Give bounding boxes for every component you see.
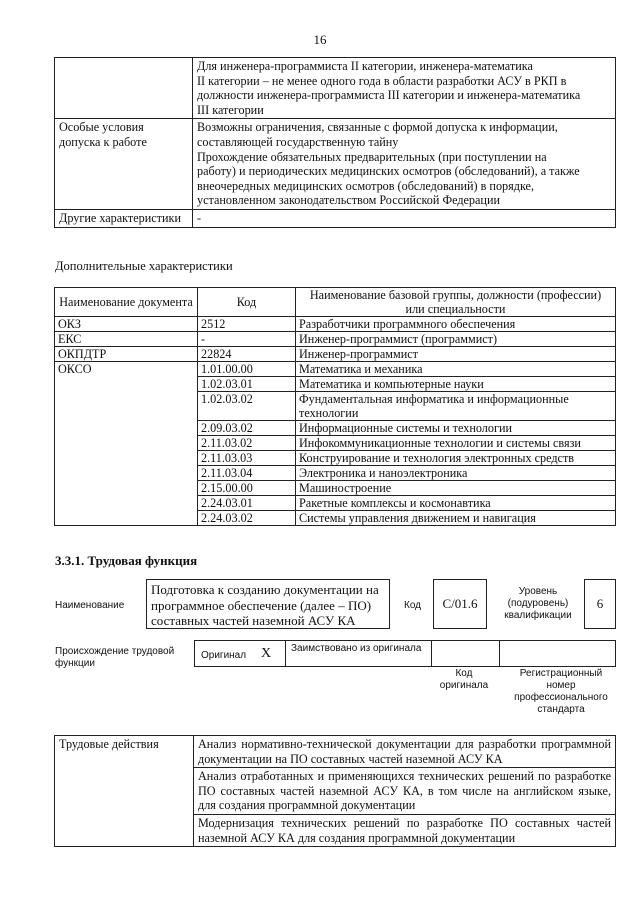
cell-name: Машиностроение — [296, 481, 616, 496]
function-code-box — [433, 579, 487, 629]
row-label: Особые условия допуска к работе — [55, 119, 193, 210]
text-line: составляющей государственную тайну — [197, 134, 399, 149]
divider — [431, 641, 432, 666]
page-number: 16 — [313, 32, 327, 47]
labor-action-item: Анализ нормативно-технической документации для разработки программной документации на ПО составных частей наземной АСУ КА — [194, 736, 616, 768]
cell-code: 2.11.03.02 — [198, 436, 296, 451]
labor-actions-label: Трудовые действия — [55, 736, 194, 847]
cell-name: Математика и механика — [296, 362, 616, 377]
cell-name: Информационные системы и технологии — [296, 421, 616, 436]
classifier-table — [54, 287, 616, 526]
table-row — [55, 317, 616, 332]
cell-document: ОКЗ — [55, 317, 198, 332]
cell-code: - — [198, 332, 296, 347]
text-line: Прохождение обязательных предварительных (при поступлении на — [197, 149, 547, 164]
cell-code: 2.24.03.02 — [198, 511, 296, 526]
function-name-value: Подготовка к созданию документации на программное обеспечение (далее – ПО) составных частей наземной АСУ КА — [151, 582, 379, 628]
function-code-value: C/01.6 — [442, 596, 478, 611]
cell-code: 2.15.00.00 — [198, 481, 296, 496]
code-label: Код — [404, 600, 422, 611]
text-line: установленном законодательством Российской Федерации — [197, 193, 501, 208]
function-name-box — [146, 579, 390, 629]
labor-action-item: Модернизация технических решений по разработке ПО составных частей наземной АСУ КА для создания программной документации — [194, 814, 616, 846]
cell-name: Инженер-программист — [296, 347, 616, 362]
cell-code: 2.09.03.02 — [198, 421, 296, 436]
level-value: 6 — [596, 596, 604, 611]
text-line: II категории – не менее одного года в области разработки АСУ в РКП в — [197, 73, 567, 88]
cell-name: Инженер-программист (программист) — [296, 332, 616, 347]
cell-name: Разработчики программного обеспечения — [296, 317, 616, 332]
row-label — [55, 58, 193, 119]
text-line: Возможны ограничения, связанные с формой допуска к информации, — [197, 120, 558, 135]
reg-number-label: Регистрационный номер профессионального стандарта — [514, 668, 608, 715]
cell-name: Электроника и наноэлектроника — [296, 466, 616, 481]
table-header-row — [55, 288, 616, 317]
level-box — [584, 579, 616, 629]
cell-code: 1.02.03.01 — [198, 377, 296, 392]
row-value — [193, 209, 616, 227]
table-row — [55, 209, 616, 227]
cell-code: 2.11.03.04 — [198, 466, 296, 481]
cell-name: Инфокоммуникационные технологии и системы связи — [296, 436, 616, 451]
divider — [499, 641, 500, 666]
cell-name: Математика и компьютерные науки — [296, 377, 616, 392]
origin-row — [194, 640, 616, 667]
borrowed-label: Заимствовано из оригинала — [291, 643, 422, 654]
cell-name: Фундаментальная информатика и информационные технологии — [296, 392, 616, 421]
cell-code: 22824 — [198, 347, 296, 362]
text-line: должности инженера-программиста III категории и инженера-математика — [197, 88, 581, 103]
divider — [285, 641, 286, 666]
cell-document: ОКПДТР — [55, 347, 198, 362]
cell-name: Ракетные комплексы и космонавтика — [296, 496, 616, 511]
text-line: III категории — [197, 102, 264, 117]
origin-label: Происхождение трудовой функции — [55, 646, 175, 669]
cell-code: 1.02.03.02 — [198, 392, 296, 421]
name-label: Наименование — [55, 600, 125, 611]
text-line: работу) и периодических медицинских осмотров (обследований), а также — [197, 164, 580, 179]
text-line: - — [197, 210, 202, 225]
requirements-table — [54, 57, 616, 228]
labor-function-heading: 3.3.1. Трудовая функция — [55, 553, 198, 568]
row-value — [193, 119, 616, 210]
cell-document: ОКСО — [55, 362, 198, 526]
table-row — [55, 736, 616, 768]
cell-document: ЕКС — [55, 332, 198, 347]
original-label: Оригинал — [201, 650, 247, 661]
code-original-label: Код оригинала — [439, 668, 489, 691]
cell-code: 2.11.03.03 — [198, 451, 296, 466]
cell-name: Конструирование и технология электронных средств — [296, 451, 616, 466]
table-row — [55, 362, 616, 377]
column-header-document: Наименование документа — [55, 288, 198, 317]
additional-characteristics-title: Дополнительные характеристики — [55, 259, 233, 273]
row-value — [193, 58, 616, 119]
labor-actions-table — [54, 735, 616, 847]
cell-name: Системы управления движением и навигация — [296, 511, 616, 526]
table-row — [55, 347, 616, 362]
cell-code: 2.24.03.01 — [198, 496, 296, 511]
labor-action-item: Анализ отработанных и применяющихся технических решений по разработке ПО составных частей наземной АСУ КА, в том числе на английском языке, для создания программной документации — [194, 768, 616, 815]
cell-code: 2512 — [198, 317, 296, 332]
original-mark: X — [261, 646, 272, 661]
cell-code: 1.01.00.00 — [198, 362, 296, 377]
table-row — [55, 58, 616, 119]
text-line: Для инженера-программиста II категории, инженера-математика — [197, 59, 533, 73]
level-label: Уровень (подуровень) квалификации — [504, 586, 572, 621]
column-header-code: Код — [198, 288, 296, 317]
column-header-name: Наименование базовой группы, должности (профессии) или специальности — [296, 288, 616, 317]
row-label: Другие характеристики — [55, 209, 193, 227]
table-row — [55, 119, 616, 210]
table-row — [55, 332, 616, 347]
text-line: внеочередных медицинских осмотров (обследований) в порядке, — [197, 178, 535, 193]
